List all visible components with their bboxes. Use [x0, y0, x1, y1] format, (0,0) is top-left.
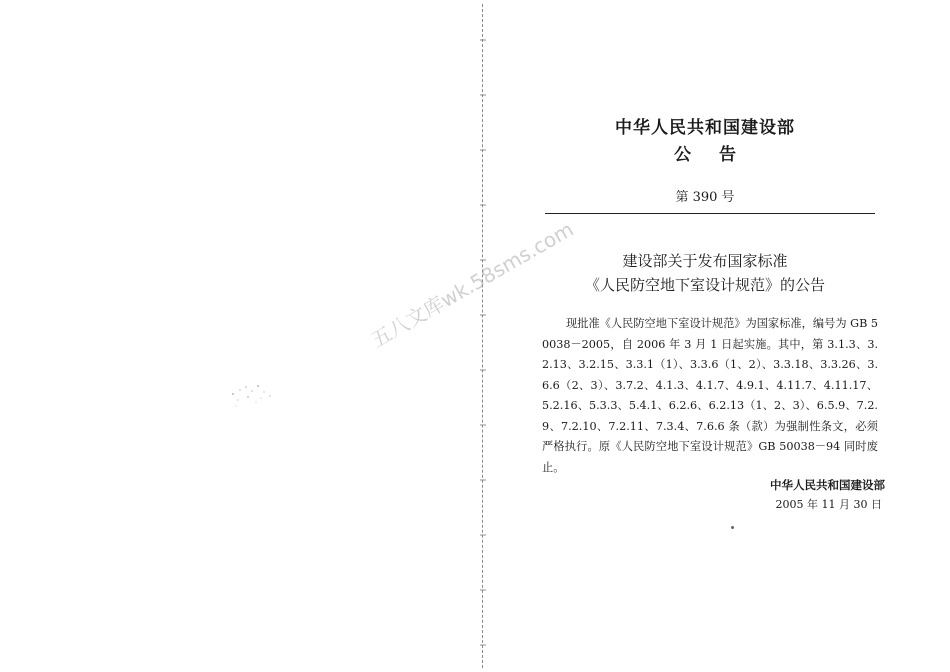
- issuer-heading: 中华人民共和国建设部: [615, 118, 795, 138]
- signature-date: 2005 年 11 月 30 日: [775, 498, 882, 511]
- scan-dot: [731, 526, 734, 529]
- announcement-body: 现批准《人民防空地下室设计规范》为国家标准，编号为 GB 50038－2005，自 2006 年 3 月 1 日起实施。其中，第 3.1.3、3.2.13、3.2.15、3.3.1（1）、3.3.6（1、2）、3.3.18、3.3.26、3.6.6（2、3）、3.7.2、4.1.3、4.1.7、4.9.1、4.11.7、4.11.17、5.2.16、5.3.3、5.4.1、6.2.6、6.2.13（1、2、3）、6.5.9、7.2.9、7.2.10、7.2.11、7.3.4、7.6.6 条（款）为强制性条文，必须严格执行。原《人民防空地下室设计规范》GB 50038－94 同时废止。: [542, 317, 878, 474]
- right-page-announcement: [490, 0, 950, 672]
- header-divider: [545, 213, 875, 214]
- document-number: 第 390 号: [675, 190, 735, 205]
- site-watermark: 五八文库wk.58sms.com: [367, 216, 578, 353]
- scan-speckle: [228, 382, 278, 412]
- gutter-ticks: [478, 0, 488, 672]
- signature-organization: 中华人民共和国建设部: [770, 478, 885, 492]
- announcement-title-line2: 《人民防空地下室设计规范》的公告: [584, 276, 825, 294]
- document-type-heading: 公告: [674, 145, 764, 165]
- announcement-title-line1: 建设部关于发布国家标准: [622, 252, 788, 270]
